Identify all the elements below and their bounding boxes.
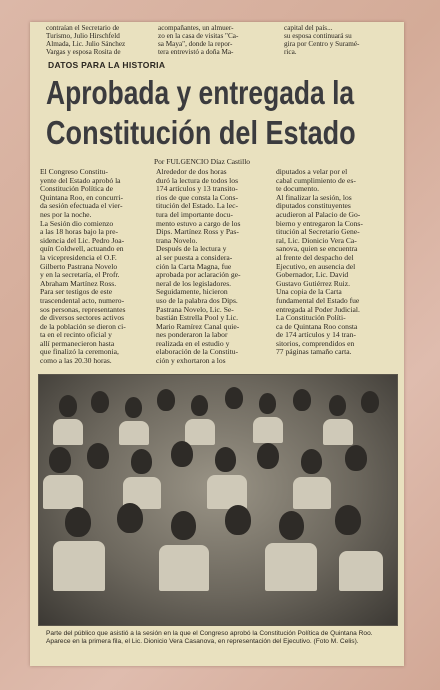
article-column-3: diputados a velar por el cabal cumplimiento de es- te documento. Al finalizar la sesión, los diputados constituyentes acudieron al Palacio de Go- bierno y entregaron la Cons- titución al Secretario Gene- ral, Lic. Dionicio Vera Ca- sanova, quien se encuentra al frente del despacho del Ejecutivo, en ausencia del Gobernador, Lic. David Gustavo Gutiérrez Ruiz. Una copia de la Carta fundamental del Estado fue entregada al Poder Judicial. La Constitución Políti- ca de Quintana Roo consta de 174 artículos y 14 tran- sitorios, comprendidos en 77 páginas tamaño carta. (276, 167, 363, 357)
headline-line-2: Constitución del Estado (46, 114, 356, 151)
article-column-1: El Congreso Constitu- yente del Estado aprobó la Constitución Política de Quintana Roo, en concurri- da sesión efectuada el vier- nes por la noche. La Sesión dio comienzo a las 18 horas bajo la pre- sidencia del Lic. Pedro Joa- quín Coldwell, actuando en la vicepresidencia el O.F. Gilberto Pastrana Novelo y en la secretaría, el Profr. Abraham Martínez Ross. Para ser testigos de este trascendental acto, numero- sos personas, representantes de diversos sectores activos de la población se dieron ci- ta en el recinto oficial y allí permanecieron hasta que finalizó la ceremonia, como a las 20.30 horas. (40, 167, 126, 366)
fragment-column-1: contraían el Secretario de Turismo, Julio Hirschfeld Almada, Lic. Julio Sánchez Vargas y esposa Rosita de (46, 24, 126, 56)
previous-article-fragment (46, 24, 396, 62)
photo-caption: Parte del público que asistió a la sesión en la que el Congreso aprobó la Constitución Política de Quintana Roo. Aparece en la primera fila, el Lic. Dionicio Vera Casanova, en representación del Ejecutivo. (Foto M. Celis). (46, 630, 373, 645)
byline: Por FULGENCIO Díaz Castillo (154, 157, 251, 166)
newspaper-clipping (30, 22, 404, 666)
fragment-column-3: capital del país... su esposa continuará su gira por Centro y Suramé- rica. (284, 24, 360, 56)
fragment-column-2: acompañantes, un almuer- zo en la casa de visitas "Ca- sa Maya", donde la repor- tera entrevistó a doña Ma- (158, 24, 239, 56)
article-column-2: Alrededor de dos horas duró la lectura de todos los 174 artículos y 13 transito- rios de que consta la Cons- titución del Estado. La lec- tura del importante docu- mento estuvo a cargo de los Dips. Martínez Ross y Pas- trana Novelo. Después de la lectura y al ser puesta a considera- ción la Carta Magna, fue aprobada por aclaración ge- neral de los legisladores. Seguidamente, hicieron uso de la palabra dos Dips. Pastrana Novelo, Lic. Se- bastián Estrella Pool y Lic. Mario Ramírez Canal quie- nes ponderaron la labor realizada en el estudio y elaboración de la Constitu- ción y exhortaron a los (156, 167, 241, 366)
section-kicker: DATOS PARA LA HISTORIA (48, 60, 166, 70)
headline-line-1: Aprobada y entregada la (46, 74, 355, 111)
audience-photo (38, 374, 398, 626)
